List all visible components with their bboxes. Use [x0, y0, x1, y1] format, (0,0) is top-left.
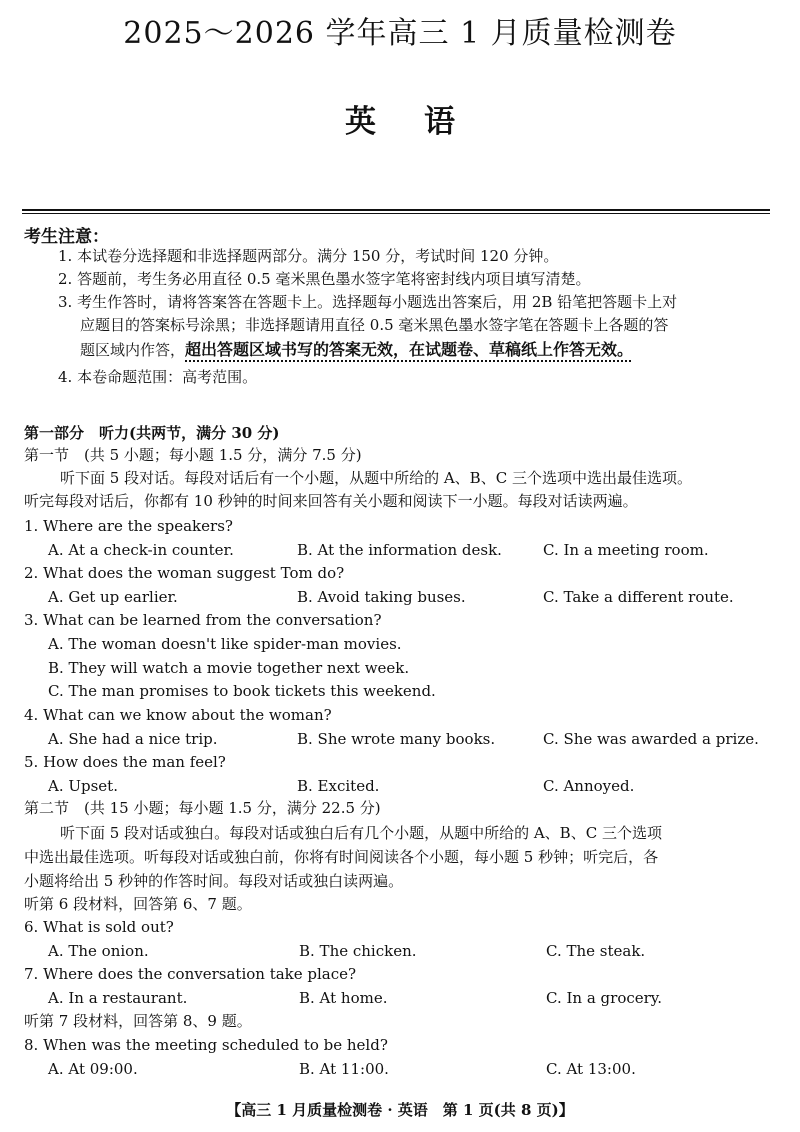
notice-item-3-line-2: 应题目的答案标号涂黑；非选择题请用直径 0.5 毫米黑色墨水签字笔在答题卡上各题的答 — [80, 316, 669, 334]
question-2-option-c: C. Take a different route. — [543, 588, 734, 606]
notice-item-3-line-3-plain: 题区域内作答， — [80, 341, 186, 359]
question-4-option-a: A. She had a nice trip. — [48, 730, 218, 748]
question-4-stem: 4. What can we know about the woman? — [24, 706, 332, 724]
question-5-option-b: B. Excited. — [297, 777, 380, 795]
notice-emphasis: 超出答题区域书写的答案无效，在试题卷、草稿纸上作答无效。 — [185, 340, 634, 359]
question-7-option-c: C. In a grocery. — [546, 989, 663, 1007]
question-6-stem: 6. What is sold out? — [24, 918, 174, 936]
question-5-option-c: C. Annoyed. — [543, 777, 635, 795]
page-footer: 【高三 1 月质量检测卷 · 英语 第 1 页(共 8 页)】 — [226, 1101, 574, 1119]
question-4-option-b: B. She wrote many books. — [297, 730, 496, 748]
header-rule-thin — [22, 213, 770, 214]
question-5-option-a: A. Upset. — [48, 777, 118, 795]
question-6-option-c: C. The steak. — [546, 942, 646, 960]
question-3-option-c: C. The man promises to book tickets this weekend. — [48, 682, 436, 700]
question-1-option-a: A. At a check-in counter. — [48, 541, 234, 559]
notice-item-3-line-1: 3. 考生作答时，请将答案答在答题卡上。选择题每小题选出答案后，用 2B 铅笔把答题卡上对 — [58, 293, 678, 311]
exam-title: 2025～2026 学年高三 1 月质量检测卷 — [123, 16, 677, 51]
question-2-option-a: A. Get up earlier. — [48, 588, 178, 606]
question-2-option-b: B. Avoid taking buses. — [297, 588, 466, 606]
question-7-stem: 7. Where does the conversation take place? — [24, 965, 357, 983]
section2-title: 第二节 (共 15 小题；每小题 1.5 分，满分 22.5 分) — [24, 799, 381, 817]
material-7-heading: 听第 7 段材料，回答第 8、9 题。 — [24, 1012, 252, 1030]
part1-title: 第一部分 听力(共两节，满分 30 分) — [24, 424, 280, 442]
section1-title: 第一节 (共 5 小题；每小题 1.5 分，满分 7.5 分) — [24, 446, 362, 464]
notice-item-2: 2. 答题前，考生务必用直径 0.5 毫米黑色墨水签字笔将密封线内项目填写清楚。 — [58, 270, 591, 288]
question-8-option-c: C. At 13:00. — [546, 1060, 636, 1078]
section1-instruction-line-2: 听完每段对话后，你都有 10 秒钟的时间来回答有关小题和阅读下一小题。每段对话读两遍。 — [24, 492, 638, 510]
question-2-stem: 2. What does the woman suggest Tom do? — [24, 564, 345, 582]
question-6-option-b: B. The chicken. — [299, 942, 417, 960]
question-1-option-c: C. In a meeting room. — [543, 541, 709, 559]
notice-item-3-line-3 — [80, 338, 633, 362]
material-6-heading: 听第 6 段材料，回答第 6、7 题。 — [24, 895, 252, 913]
notice-heading: 考生注意： — [24, 227, 109, 247]
question-1-stem: 1. Where are the speakers? — [24, 517, 233, 535]
question-7-option-b: B. At home. — [299, 989, 388, 1007]
question-6-option-a: A. The onion. — [48, 942, 149, 960]
section1-instruction-line-1: 听下面 5 段对话。每段对话后有一个小题，从题中所给的 A、B、C 三个选项中选出最佳选项。 — [60, 469, 692, 487]
notice-item-4: 4. 本卷命题范围：高考范围。 — [58, 368, 258, 386]
question-3-stem: 3. What can be learned from the conversation? — [24, 611, 382, 629]
header-rule-thick — [22, 209, 770, 211]
question-8-option-a: A. At 09:00. — [48, 1060, 138, 1078]
question-5-stem: 5. How does the man feel? — [24, 753, 226, 771]
question-8-stem: 8. When was the meeting scheduled to be held? — [24, 1036, 388, 1054]
question-3-option-a: A. The woman doesn't like spider-man movies. — [48, 635, 402, 653]
question-7-option-a: A. In a restaurant. — [48, 989, 188, 1007]
section2-instruction-line-2: 中选出最佳选项。听每段对话或独白前，你将有时间阅读各个小题，每小题 5 秒钟；听完后，各 — [24, 848, 659, 866]
subject-title: 英语 — [345, 104, 503, 140]
section2-instruction-line-1: 听下面 5 段对话或独白。每段对话或独白后有几个小题，从题中所给的 A、B、C 三个选项 — [60, 824, 662, 842]
question-4-option-c: C. She was awarded a prize. — [543, 730, 759, 748]
question-1-option-b: B. At the information desk. — [297, 541, 502, 559]
question-8-option-b: B. At 11:00. — [299, 1060, 389, 1078]
section2-instruction-line-3: 小题将给出 5 秒钟的作答时间。每段对话或独白读两遍。 — [24, 872, 404, 890]
question-3-option-b: B. They will watch a movie together next week. — [48, 659, 410, 677]
notice-item-1: 1. 本试卷分选择题和非选择题两部分。满分 150 分，考试时间 120 分钟。 — [58, 247, 559, 265]
